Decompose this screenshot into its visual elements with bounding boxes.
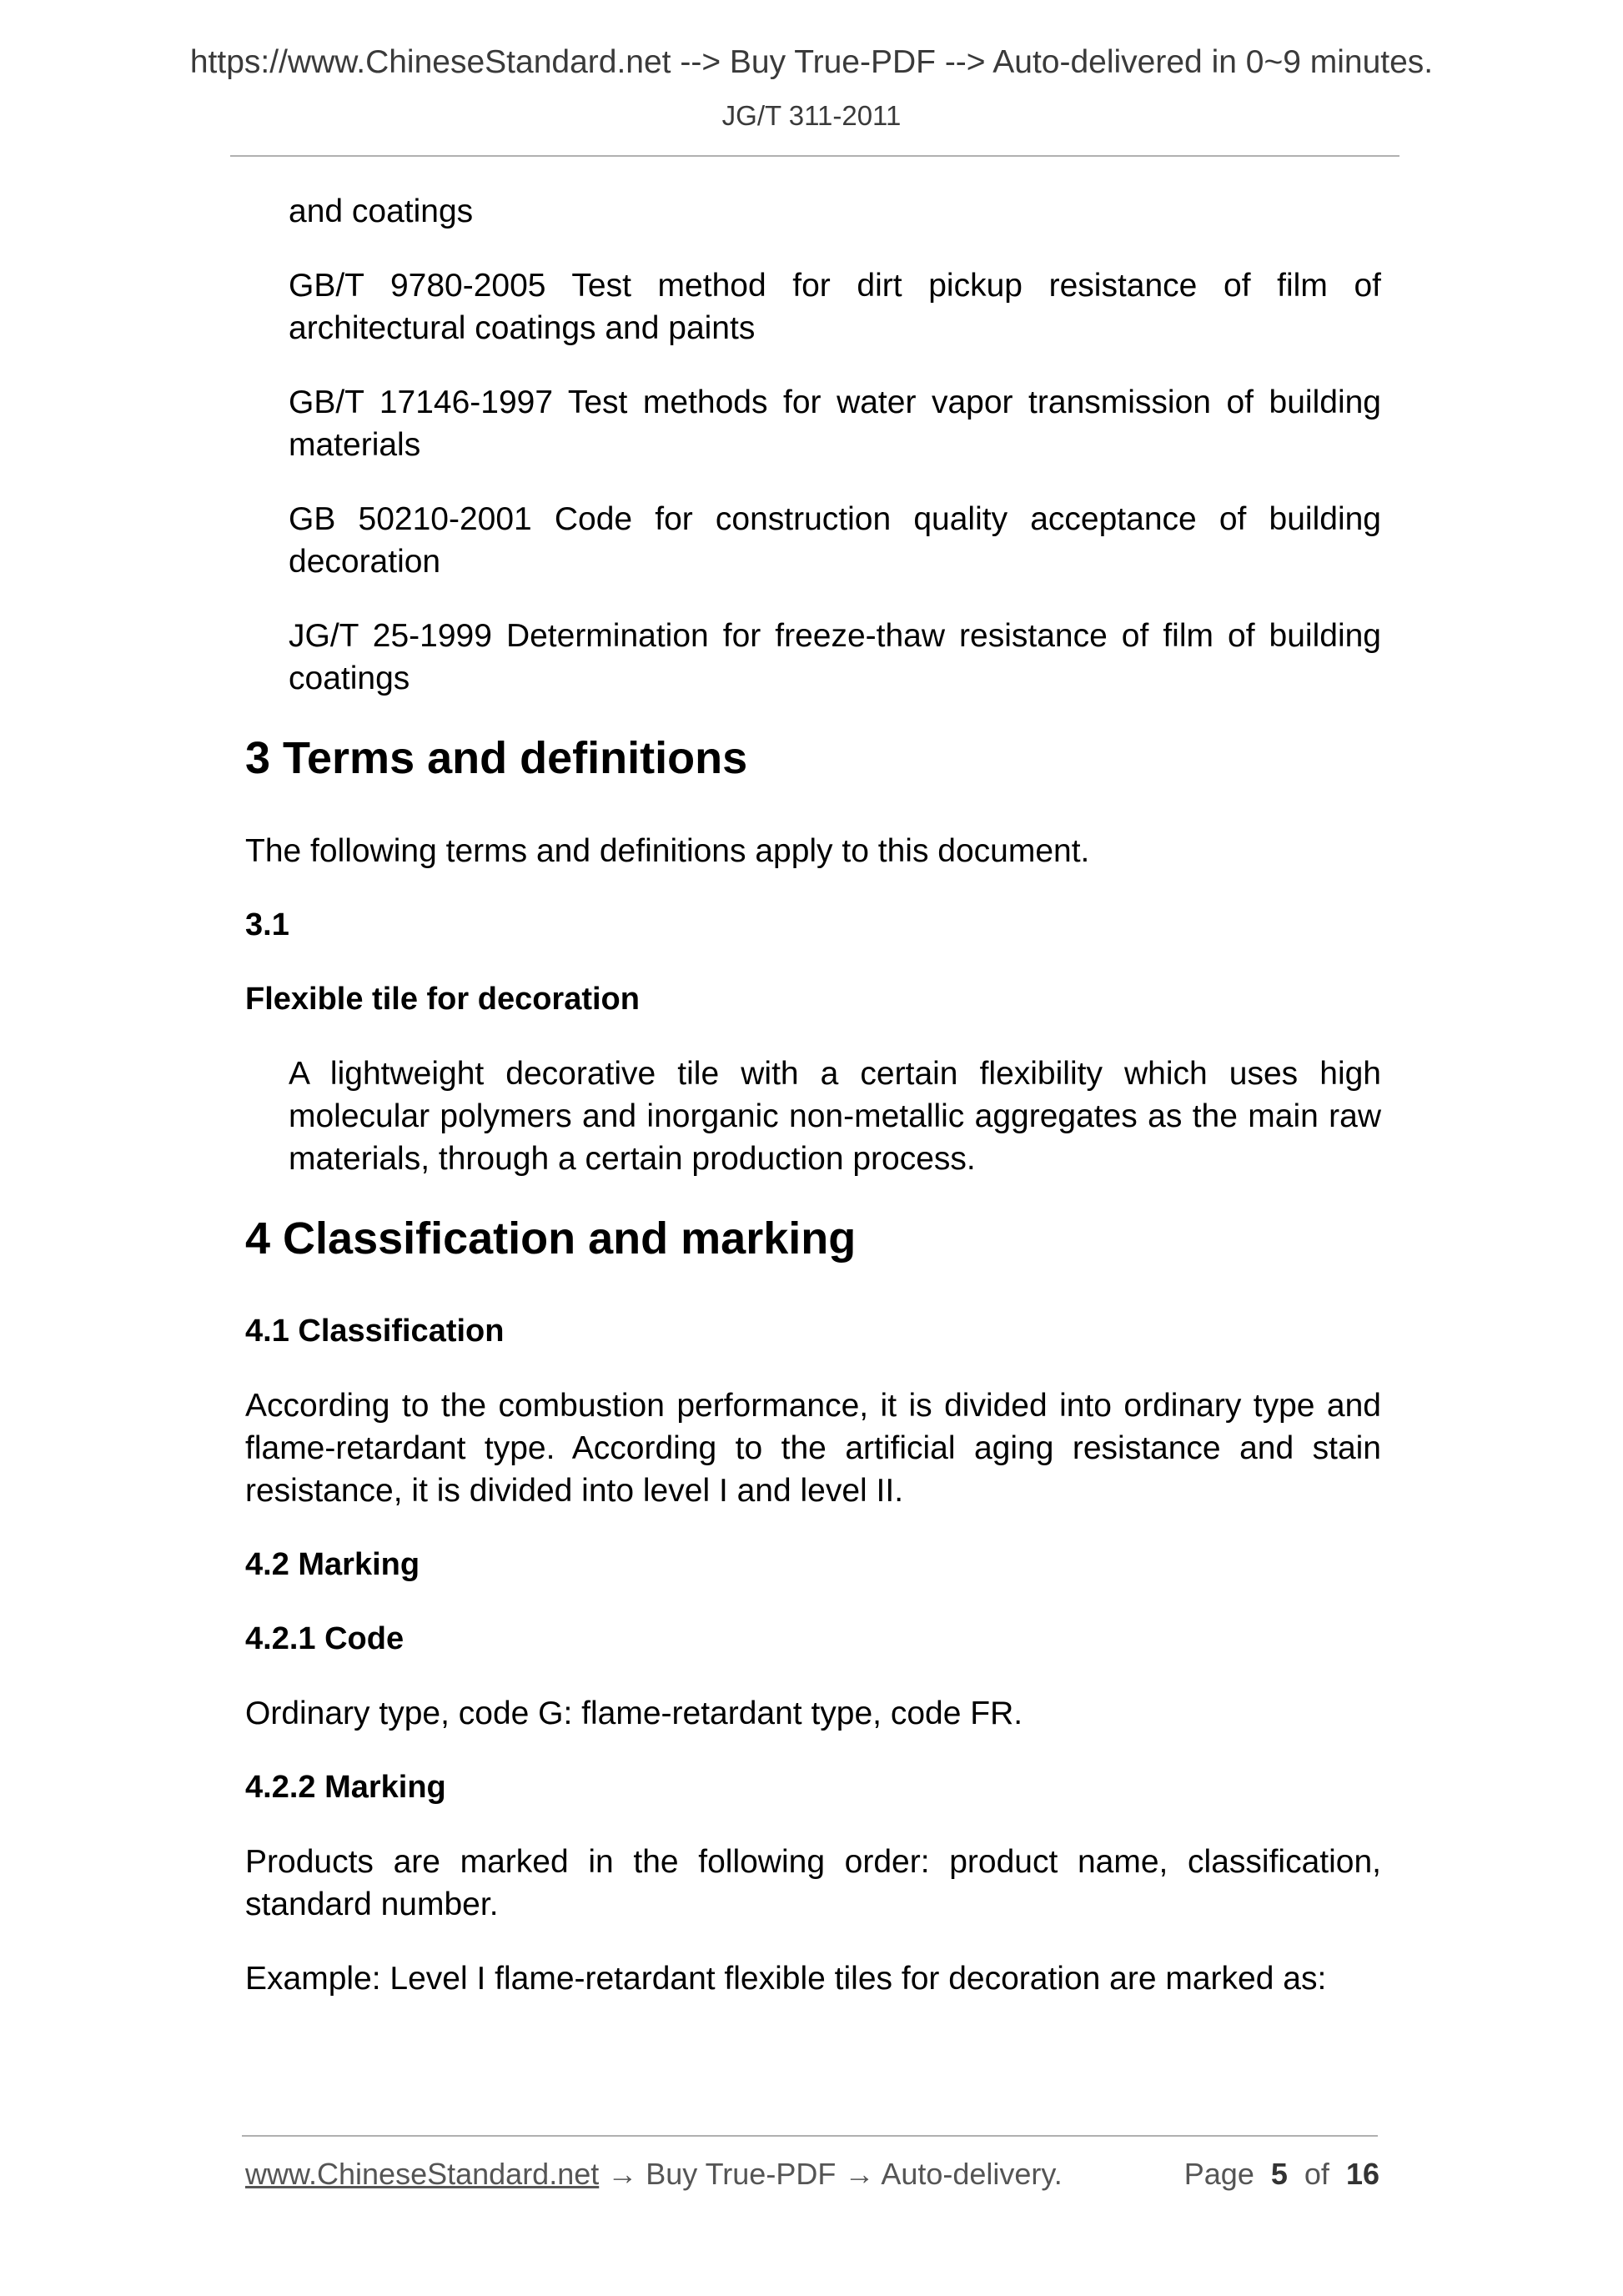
term-number: 3.1 xyxy=(245,907,289,942)
example-text: Example: Level I flame-retardant flexible tiles for decoration are marked as: xyxy=(245,1961,1327,1997)
section-3-intro: The following terms and definitions apply to this document. xyxy=(245,833,1090,869)
document-code: JG/T 311-2011 xyxy=(721,100,902,131)
section-4-1-heading: 4.1 Classification xyxy=(245,1314,505,1349)
footer-tagline: → Buy True-PDF → Auto-delivery. xyxy=(599,2157,1063,2191)
term-name: Flexible tile for decoration xyxy=(245,982,640,1017)
section-4-heading: 4 Classification and marking xyxy=(245,1213,857,1264)
section-4-2-2-heading: 4.2.2 Marking xyxy=(245,1770,446,1805)
section-4-1-text: According to the combustion performance, it is divided into ordinary type and flame-retardant type. According to the artificial aging resistance and stain resistance, it is divided into level I and level II. xyxy=(245,1388,1381,1509)
term-definition: A lightweight decorative tile with a certain flexibility which uses high molecular polymers and inorganic non-metallic aggregates as the main raw materials, through a certain production process. xyxy=(289,1056,1381,1177)
of-word: of xyxy=(1304,2157,1329,2191)
section-3-heading: 3 Terms and definitions xyxy=(245,733,748,783)
section-4-2-1-heading: 4.2.1 Code xyxy=(245,1621,404,1656)
header-banner-link[interactable]: https://www.ChineseStandard.net --> Buy True-PDF --> Auto-delivered in 0~9 minutes. xyxy=(189,44,1434,80)
reference-item: GB 50210-2001 Code for construction quality acceptance of building decoration xyxy=(289,501,1381,580)
reference-item: GB/T 9780-2005 Test method for dirt pickup resistance of film of architectural coatings and paints xyxy=(289,268,1381,346)
header-divider xyxy=(230,155,1399,157)
page-content xyxy=(245,190,1381,2032)
section-4-2-1-text: Ordinary type, code G: flame-retardant type, code FR. xyxy=(245,1696,1023,1731)
page-number: 5 xyxy=(1270,2157,1288,2191)
page-footer xyxy=(245,2157,1379,2192)
section-4-2-heading: 4.2 Marking xyxy=(245,1547,420,1582)
footer-divider xyxy=(242,2135,1378,2137)
reference-item: and coatings xyxy=(289,193,474,229)
reference-item: GB/T 17146-1997 Test methods for water vapor transmission of building materials xyxy=(289,384,1381,463)
page-word: Page xyxy=(1183,2157,1254,2191)
page-indicator xyxy=(1184,2157,1379,2192)
footer-site-link[interactable]: www.ChineseStandard.net xyxy=(245,2157,600,2191)
page-total: 16 xyxy=(1345,2157,1379,2191)
section-4-2-2-text: Products are marked in the following order: product name, classification, standard number. xyxy=(245,1844,1381,1922)
reference-item: JG/T 25-1999 Determination for freeze-thaw resistance of film of building coatings xyxy=(289,618,1381,696)
